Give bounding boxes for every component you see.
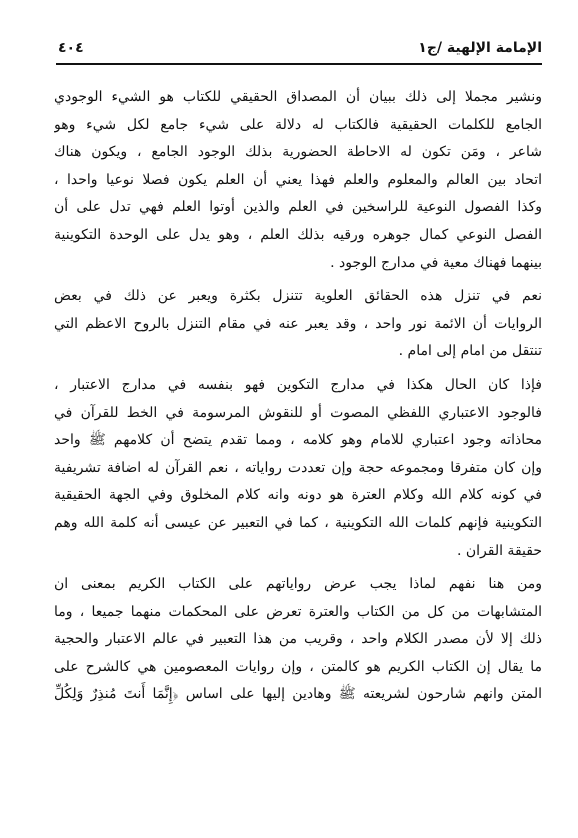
text-line: تنتقل من امام إلى امام . — [398, 343, 542, 360]
running-title: الإمامة الإلهية /ج١ — [418, 40, 542, 56]
text-line: في كونه كلام الله وكلام العترة هو دونه وانه كلام المخلوق وفي الجهة الحقيقية — [54, 487, 542, 504]
paragraph — [54, 571, 542, 709]
text-line: المتن وانهم شارحون لشريعته ﷺ وهادين إليها على اساس ﴿إِنَّمَا أَنتَ مُنذِرٌ وَلِكُلِّ — [54, 686, 542, 703]
text-line: شاعر ، ومَن تكون له الاحاطة الحضورية بذلك الوجود الجامع ، ويكون هناك — [54, 144, 542, 161]
paragraph — [54, 283, 542, 366]
text-line: اتحاد بين العالم والمعلوم والعلم فهذا يعني أن العلم يكون فصلا نوعيا واحدا ، — [54, 171, 542, 188]
text-line: ما يقال إن الكتاب الكريم هو كالمتن ، وإن روايات المعصومين هي كالشرح على — [54, 658, 542, 675]
text-line: محاذاته وجود اعتباري للامام وهو كلامه ، ومما تقدم يتضح أن كلامهم ﷺ واحد — [54, 432, 542, 449]
text-line: نعم في تنزل هذه الحقائق العلوية تتنزل بكثرة ويعبر عن ذلك في بعض — [54, 288, 542, 305]
text-line: ذلك إلا لأن مصدر الكلام واحد ، وقريب من هذا التعبير في عالم الاعتبار والحجية — [54, 631, 542, 648]
text-line: الجامع للكلمات الحقيقية فالكتاب له دلالة على شيء جامع لكل شيء وهو — [54, 116, 542, 133]
text-line: الفصل النوعي كمال جوهره ورقيه بذلك العلم ، وهو يدل على الوحدة التكوينية — [54, 226, 542, 243]
body-text — [54, 84, 542, 709]
header-divider — [56, 63, 542, 65]
text-line: فالوجود الاعتباري اللفظي المصوت أو للنقوش المرسومة في الخط للقرآن في — [54, 404, 542, 421]
text-line: ونشير مجملا إلى ذلك ببيان أن المصداق الحقيقي للكتاب هو الشيء الوجودي — [54, 89, 542, 105]
text-line: فإذا كان الحال هكذا في مدارج التكوين فهو بنفسه في مدارج الاعتبار ، — [54, 376, 542, 393]
text-line: حقيقة القران . — [456, 542, 542, 559]
text-line: المتشابهات من كل من الكتاب والعترة تعرض على المحكمات منهما جميعا ، وما — [54, 603, 542, 620]
text-line: الروايات أن الائمة نور واحد ، وقد يعبر عنه في مقام التنزل بالروح الاعظم التي — [54, 315, 542, 332]
paragraph — [54, 84, 542, 277]
text-line: بينهما فهناك معية في مدارج الوجود . — [330, 254, 542, 271]
text-line: وإن كان متفرقا ومجموعه حجة وإن تعددت رواياته ، نعم القرآن له اضافة تشريفية — [54, 459, 542, 476]
page-number: ٤٠٤ — [58, 40, 84, 56]
paragraph — [54, 372, 542, 565]
text-line: ومن هنا نفهم لماذا يجب عرض رواياتهم على الكتاب الكريم بمعنى ان — [54, 576, 542, 593]
text-line: التكوينية فإنهم كلمات الله التكوينية ، كما في التعبير عن عيسى أنه كلمة الله وهم — [54, 514, 542, 531]
text-line: وكذا الفصول النوعية للراسخين في العلم والذين أوتوا العلم فهي تدل على أن — [54, 199, 542, 216]
page-header — [58, 38, 542, 62]
